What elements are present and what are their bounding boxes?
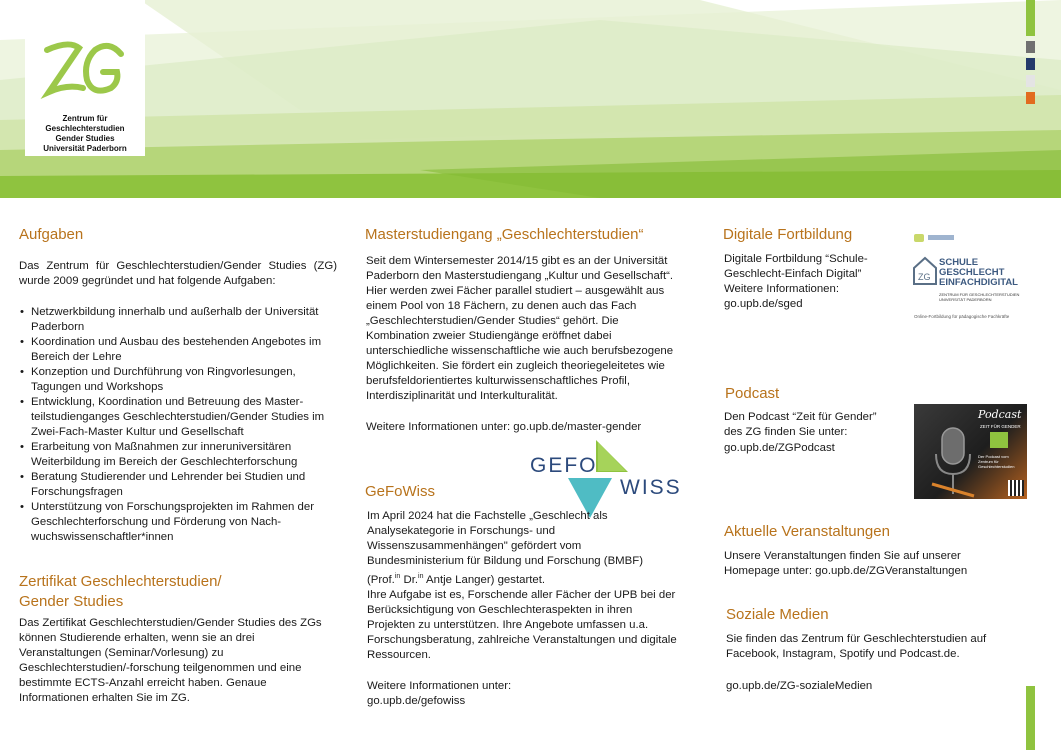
gefowiss-more-label: Weitere Informationen unter: bbox=[367, 680, 512, 692]
thumb-title bbox=[939, 258, 1018, 288]
master-more-info: Weitere Informationen unter: go.upb.de/master-gender bbox=[366, 421, 642, 433]
aufgaben-heading: Aufgaben bbox=[19, 226, 84, 243]
list-item: • Beratung Studierender und Lehrender bei Studien und Forschungsfragen bbox=[19, 470, 339, 500]
logo-line: Zentrum für bbox=[62, 114, 108, 123]
logo-line: Universität Paderborn bbox=[43, 144, 127, 153]
gefowiss-intro-text: Antje Langer) gestartet. bbox=[423, 573, 546, 586]
color-swatch-light bbox=[1026, 75, 1035, 87]
aufgaben-intro: Das Zentrum für Geschlechterstudien/Gender Studies (ZG) wurde 2009 gegründet und hat folgende Aufgaben: bbox=[19, 260, 337, 287]
medien-link[interactable]: go.upb.de/ZG-sozialeMedien bbox=[726, 680, 873, 692]
list-item: • Konzeption und Durchführung von Ringvorlesungen, Tagungen und Workshops bbox=[19, 365, 339, 395]
zertifikat-heading-line: Gender Studies bbox=[19, 593, 124, 610]
zertifikat-text: Das Zertifikat Geschlechterstudien/Gender Studies des ZGs können Studierende erhalten, wenn sie an drei Veranstaltungen (Seminar/Vorlesung) zu Geschlechterstudien/-forschung teilgenommen und eine bestimmte ECTS-Anzahl erreicht haben. Genaue Informationen erhalten Sie im ZG. bbox=[19, 617, 322, 704]
podcast-text: Den Podcast “Zeit für Gender” des ZG finden Sie unter: bbox=[724, 411, 877, 438]
gefowiss-intro-text: Dr. bbox=[400, 573, 419, 586]
gefowiss-intro bbox=[367, 509, 667, 588]
superscript: in bbox=[418, 573, 424, 580]
thumb-title-line: SCHULE bbox=[939, 257, 979, 268]
podcast-cover[interactable] bbox=[914, 404, 1027, 499]
fortbildung-heading: Digitale Fortbildung bbox=[723, 226, 853, 243]
gefowiss-intro-text: Im April 2024 hat die Fachstelle „Geschlecht als Analysekategorie in Forschungs- und Wissenszusammenhängen" gefördert vom Bundesministerium für Bildung und Forschung (BMBF) (Prof. bbox=[367, 510, 644, 586]
thumb-caption: Online-Fortbildung für pädagogische Fachkräfte bbox=[914, 314, 1010, 319]
veranstaltungen-text: Unsere Veranstaltungen finden Sie auf unserer Homepage unter: go.upb.de/ZGVeranstaltungen bbox=[724, 550, 968, 577]
svg-text:ZG: ZG bbox=[918, 272, 931, 282]
veranstaltungen-heading: Aktuelle Veranstaltungen bbox=[724, 523, 890, 540]
gefowiss-task-text: Ihre Aufgabe ist es, Forschende aller Fächer der UPB bei der Berücksichtigung von Geschlechteraspekten in ihren Projekten zu unterstützen. Ihre Angebote umfassen u.a. Forschungsberatung, zahlreiche Veranstaltungen und digitale Ressourcen. bbox=[367, 589, 677, 661]
accent-bar-bottom bbox=[1026, 686, 1035, 750]
zertifikat-heading-line: Zertifikat Geschlechterstudien/ bbox=[19, 573, 222, 590]
podcast-link[interactable]: go.upb.de/ZGPodcast bbox=[724, 442, 835, 454]
list-item: • Unterstützung von Forschungsprojekten im Rahmen der Geschlechterforschung und Förderung von Nach-wuchswissenschaftler*innen bbox=[19, 500, 339, 545]
color-swatch-orange bbox=[1026, 92, 1035, 104]
zg-logo bbox=[25, 0, 145, 156]
zg-logo-mark bbox=[39, 38, 129, 100]
podcast-heading: Podcast bbox=[725, 385, 780, 402]
gefowiss-more-link[interactable]: go.upb.de/gefowiss bbox=[367, 695, 466, 707]
gefowiss-heading: GeFoWiss bbox=[365, 483, 436, 500]
podcast-cover-caption: Der Podcast vom Zentrum für Geschlechterstudien bbox=[978, 454, 1015, 469]
medien-heading: Soziale Medien bbox=[726, 606, 829, 623]
master-text: Seit dem Wintersemester 2014/15 gibt es an der Universität Paderborn den Masterstudiengang „Kultur und Gesellschaft“. Hier werden zwei Fächer parallel studiert – ausgewählt aus einem Pool von 18 Fächern, zu denen auch das Fach „Geschlechterstudien/Gender Studies“ gehört. Die Kombination zweier Studiengänge eröffnet dabei unterschiedliche wissenschaftliche wie auch berufsbezogene Möglichkeiten. Sie fördert ein zugleich theoriegeleitetes wie berufsfeldorientiertes kulturwissenschaftliches Profil, Interdisziplinarität und Interkulturalität. bbox=[366, 255, 674, 402]
thumb-title-line: GESCHLECHT bbox=[939, 267, 1005, 278]
zertifikat-heading bbox=[19, 572, 222, 612]
zg-logo-text bbox=[25, 114, 145, 154]
logo-line: Gender Studies bbox=[55, 134, 115, 143]
header-banner bbox=[0, 0, 1061, 198]
microphone-icon bbox=[924, 424, 984, 499]
superscript: in bbox=[394, 573, 401, 580]
zfg-badge-icon bbox=[914, 234, 924, 242]
qr-code-icon bbox=[1008, 480, 1024, 496]
logo-line: Geschlechterstudien bbox=[45, 124, 125, 133]
gefowiss-logo-left: GEFO bbox=[530, 454, 598, 477]
list-item: • Entwicklung, Koordination und Betreuung des Master-teilstudienganges Geschlechterstudien/Gender Studies im Zwei-Fach-Master Kultur und Gesellschaft bbox=[19, 395, 339, 440]
fortbildung-thumbnail[interactable] bbox=[906, 228, 1028, 328]
master-heading: Masterstudiengang „Geschlechterstudien“ bbox=[365, 226, 644, 243]
thumb-subtitle: ZENTRUM FÜR GESCHLECHTERSTUDIEN UNIVERSITÄT PADERBORN bbox=[939, 292, 1020, 302]
podcast-cover-title: Podcast bbox=[978, 408, 1022, 421]
aufgaben-list bbox=[19, 305, 339, 545]
thumb-title-line: EINFACHDIGITAL bbox=[939, 277, 1018, 288]
fortbildung-text: Digitale Fortbildung “Schule-Geschlecht-Einfach Digital” bbox=[724, 253, 868, 280]
medien-text: Sie finden das Zentrum für Geschlechterstudien auf Facebook, Instagram, Spotify und Podcast.de. bbox=[726, 633, 987, 660]
zfg-badge-icon bbox=[990, 432, 1008, 448]
fortbildung-more-link[interactable]: go.upb.de/sged bbox=[724, 298, 803, 310]
list-item: • Koordination und Ausbau des bestehenden Angebotes im Bereich der Lehre bbox=[19, 335, 339, 365]
gefowiss-logo-right: WISS bbox=[620, 476, 682, 499]
color-swatch-gray bbox=[1026, 41, 1035, 53]
accent-bar-top bbox=[1026, 0, 1035, 36]
university-logo-icon bbox=[928, 235, 954, 240]
podcast-cover-subtitle: ZEIT FÜR GENDER bbox=[980, 424, 1021, 429]
color-swatch-navy bbox=[1026, 58, 1035, 70]
list-item: • Netzwerkbildung innerhalb und außerhalb der Universität Paderborn bbox=[19, 305, 339, 335]
fortbildung-more-label: Weitere Informationen: bbox=[724, 283, 840, 295]
list-item: • Erarbeitung von Maßnahmen zur inneruniversitären Weiterbildung im Bereich der Geschlechterforschung bbox=[19, 440, 339, 470]
house-icon bbox=[912, 256, 938, 286]
